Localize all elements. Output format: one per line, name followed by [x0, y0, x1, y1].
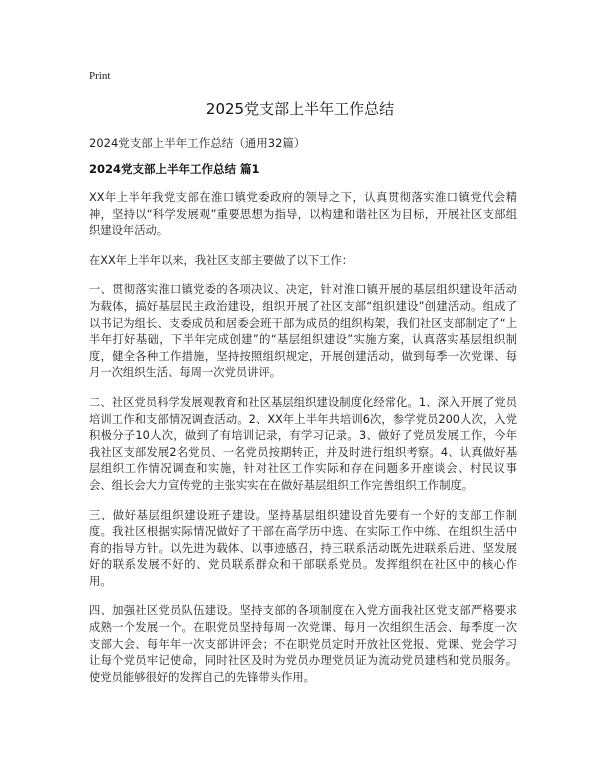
paragraph-item-2: 二、社区党员科学发展观教育和社区基层组织建设制度化经常化。1、深入开展了党员培训工作和支部情况调查活动。2、XX年上半年共培训6次，参学党员200人次，入党积极分子10人次，做到了有培训记录，有学习记录。3、做好了党员发展工作，今年我社区支部发展2名党员、一名党员按期转正，并及时进行组织考察。4、认真做好基层组织工作情况调查和实施，针对社区工作实际和存在问题多开座谈会、村民议事会、组长会大力宣传党的主张实实在在做好基层组织工作完善组织工作制度。	[89, 395, 517, 492]
document-body	[89, 136, 517, 699]
paragraph-item-1: 一、贯彻落实淮口镇党委的各项决议、决定，针对淮口镇开展的基层组织建设年活动为载体，搞好基层民主政治建设，组织开展了社区支部“组织建设”创建活动。组成了以书记为组长、支委成员和居委会班干部为成员的组织构架，我们社区支部制定了“上半年打好基础，下半年完成创建”的“基层组织建设”实施方案，认真落实基层组织制度，健全各种工作措施，坚持按照组织规定，开展创建活动，做到每季一次党课、每月一次组织生活、每周一次党员讲评。	[89, 283, 517, 380]
section-heading: 2024党支部上半年工作总结 篇1	[89, 162, 260, 176]
paragraph-item-4: 四、加强社区党员队伍建设。坚持支部的各项制度在入党方面我社区党支部严格要求成熟一个发展一个。在职党员坚持每周一次党课、每月一次组织生活会、每季度一次支部大会、每年年一次支部讲评会；不在职党员定时开放社区党报、党课、党会学习让每个党员牢记使命，同时社区及时为党员办理党员证为流动党员建档和党员服务。使党员能够很好的发挥自己的先锋带头作用。	[89, 604, 517, 684]
document-subtitle: 2024党支部上半年工作总结（通用32篇）	[89, 136, 306, 150]
paragraph-overview: 在XX年上半年以来，我社区支部主要做了以下工作：	[89, 253, 354, 267]
print-link[interactable]: Print	[89, 70, 111, 82]
paragraph-item-3: 三、做好基层组织建设班子建设。坚持基层组织建设首先要有一个好的支部工作制度。我社区根据实际情况做好了干部在高学历中选、在实际工作中练、在组织生活中育的指导方针。以先进为载体、以事迹感召，持三联系活动既先进联系后进、坚发展好的联系发展不好的、党员联系群众和干部联系党员。发挥组织在社区中的核心作用。	[89, 508, 517, 588]
document-title: 2025党支部上半年工作总结	[205, 100, 395, 118]
paragraph-intro: XX年上半年我党支部在淮口镇党委政府的领导之下，认真贯彻落实淮口镇党代会精神，坚持以“科学发展观”重要思想为指导，以构建和谐社区为目标，开展社区支部组织建设年活动。	[89, 191, 517, 238]
